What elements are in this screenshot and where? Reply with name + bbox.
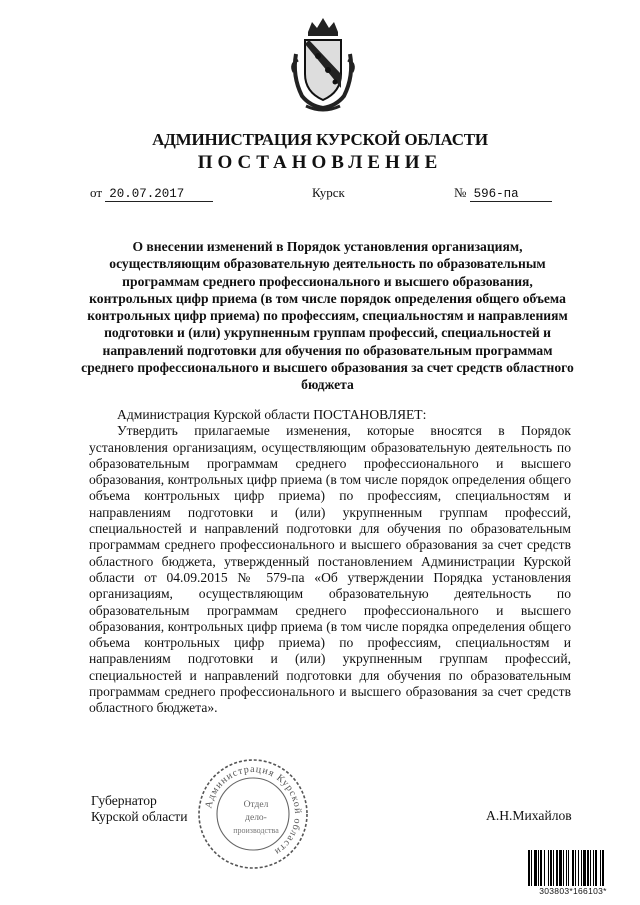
barcode-bar	[583, 850, 586, 886]
document-type: ПОСТАНОВЛЕНИЕ	[197, 152, 443, 173]
barcode-bar	[593, 850, 594, 886]
barcode-bar	[575, 850, 576, 886]
barcode-bar	[587, 850, 589, 886]
stamp-inner-line: дело-	[245, 813, 267, 823]
barcode-bar	[534, 850, 537, 886]
official-stamp	[196, 757, 310, 871]
date-value: 20.07.2017	[105, 187, 213, 202]
stamp-ring-text: Администрация Курской области	[203, 763, 304, 858]
signatory-title-line: Курской области	[91, 809, 188, 824]
barcode-bar	[568, 850, 569, 886]
barcode-bar	[602, 850, 604, 886]
document-city: Курск	[312, 185, 345, 200]
organization-title: АДМИНИСТРАЦИЯ КУРСКОЙ ОБЛАСТИ	[152, 130, 488, 149]
signatory-title-line: Губернатор	[91, 793, 157, 808]
number-prefix: №	[454, 185, 467, 200]
number-value: 596-па	[470, 187, 552, 202]
stamp-inner-line: Отдел	[243, 800, 269, 810]
coat-of-arms-emblem	[288, 14, 358, 114]
body-paragraph: Администрация Курской области ПОСТАНОВЛЯЕТ:	[117, 407, 427, 422]
barcode-bar	[544, 850, 545, 886]
document-body	[89, 407, 571, 717]
barcode-bar	[572, 850, 574, 886]
barcode-bar	[550, 850, 552, 886]
barcode-bar	[578, 850, 579, 886]
barcode-bar	[581, 850, 582, 886]
barcode-bar	[600, 850, 601, 886]
body-paragraph: Утвердить прилагаемые изменения, которые вносятся в Порядок установления организациям, осуществляющим образовательную деятельность по образовательным программам среднего профессионального и высшего образования, контрольных цифр приема (в том числе порядок определения общего объема контрольных цифр приема) по профессиям, специальностям и направлениям подготовки и (или) укрупненным группам профессий, специальностей и направлений подготовки для обучения по образовательным программам среднего профессионального и высшего образования за счет средств областного бюджета, утвержденный постановлением Администрации Курской области от 04.09.2015 № 579-па «Об утверждении Порядка установления организациям, осуществляющим образовательную деятельность по образовательным программам среднего профессионального и высшего образования, контрольных цифр приема (в том числе порядка определения общего объема контрольных цифр приема) по профессиям, специальностям и направлениям подготовки и (или) укрупненным группам профессий, специальностей и направлений подготовки для обучения по образовательным программам среднего профессионального и высшего образования за счет средств областного бюджета».	[89, 423, 571, 716]
barcode-bar	[595, 850, 597, 886]
barcode-bar	[540, 850, 542, 886]
signatory-title	[91, 793, 188, 825]
barcode-bar	[590, 850, 591, 886]
barcode-bar	[566, 850, 567, 886]
barcode-bar	[531, 850, 532, 886]
signatory-name: А.Н.Михайлов	[486, 808, 572, 823]
document-heading: О внесении изменений в Порядок установления организациям, осуществляющим образовательную деятельность по образовательным программам среднего профессионального и высшего образования, контрольных цифр приема (в том числе порядок определения общего объема контрольных цифр приема) по профессиям, специальностям и направлениям подготовки и (или) укрупненным группам профессий, специальностей и направлений подготовки для обучения по образовательным программам среднего профессионального и высшего образования за счет средств областного бюджета	[81, 239, 574, 393]
barcode-bar	[563, 850, 564, 886]
barcode-bar	[528, 850, 530, 886]
barcode-bar	[548, 850, 549, 886]
barcode-bar	[538, 850, 539, 886]
stamp-inner-line: производства	[233, 826, 279, 835]
barcode-bars	[528, 850, 618, 886]
barcode-bar	[559, 850, 562, 886]
barcode-bar	[556, 850, 558, 886]
barcode-number: 303803*166103*	[539, 886, 607, 896]
document-barcode	[528, 850, 618, 896]
date-prefix: от	[90, 185, 103, 200]
barcode-bar	[553, 850, 554, 886]
document-number	[454, 185, 552, 202]
document-date	[90, 185, 213, 202]
